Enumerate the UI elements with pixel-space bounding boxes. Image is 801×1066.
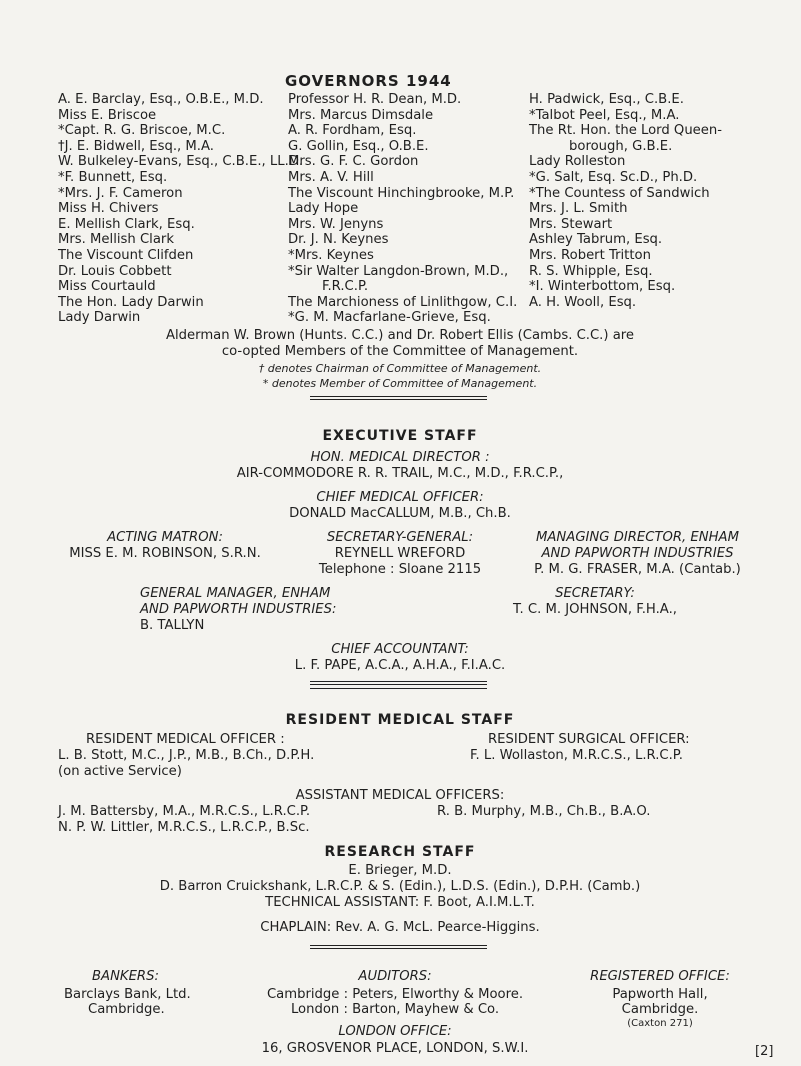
governor-entry: The Viscount Hinchingbrooke, M.P. (288, 185, 515, 201)
secretary-general-name: REYNELL WREFORD (334, 546, 466, 561)
governor-entry: G. Gollin, Esq., O.B.E. (288, 138, 429, 154)
governor-entry: Lady Rolleston (529, 154, 626, 170)
managing-director-title-2: AND PAPWORTH INDUSTRIES (541, 546, 734, 561)
governor-entry: *I. Winterbottom, Esq. (529, 279, 676, 295)
rmo-name: L. B. Stott, M.C., J.P., M.B., B.Ch., D.P.H. (58, 748, 315, 763)
governor-entry: *The Countess of Sandwich (529, 185, 710, 201)
governor-entry: Mrs. Stewart (529, 216, 613, 232)
amo-entry-3: R. B. Murphy, M.B., Ch.B., B.A.O. (437, 804, 651, 819)
london-office-title: LONDON OFFICE: (338, 1024, 452, 1039)
amo-title: ASSISTANT MEDICAL OFFICERS: (295, 788, 505, 803)
registered-office-phone: (Caxton 271) (627, 1018, 693, 1029)
governor-entry: *F. Bunnett, Esq. (58, 169, 168, 185)
managing-director-name: P. M. G. FRASER, M.A. (Cantab.) (534, 562, 741, 577)
governor-entry: *G. M. Macfarlane-Grieve, Esq. (288, 310, 491, 326)
amo-entry-2: N. P. W. Littler, M.R.C.S., L.R.C.P., B.Sc. (58, 820, 310, 835)
governor-entry: The Viscount Clifden (58, 247, 194, 263)
research-entry-1: E. Brieger, M.D. (348, 863, 452, 878)
governor-entry: F.R.C.P. (322, 279, 369, 295)
governor-entry: Miss E. Briscoe (58, 107, 157, 123)
governor-entry: *G. Salt, Esq. Sc.D., Ph.D. (529, 169, 698, 185)
governor-entry: Mrs. W. Jenyns (288, 216, 384, 232)
governor-entry: A. E. Barclay, Esq., O.B.E., M.D. (58, 92, 264, 107)
governor-entry: W. Bulkeley-Evans, Esq., C.B.E., LL.D. (58, 154, 304, 170)
cmo-name: DONALD MacCALLUM, M.B., Ch.B. (289, 506, 511, 521)
divider (310, 396, 487, 400)
auditors-line-1: Cambridge : Peters, Elworthy & Moore. (266, 987, 524, 1002)
governor-entry: Dr. J. N. Keynes (288, 232, 389, 248)
managing-director-title-1: MANAGING DIRECTOR, ENHAM (536, 530, 739, 545)
executive-heading: EXECUTIVE STAFF (322, 428, 478, 444)
registered-office-title: REGISTERED OFFICE: (590, 969, 730, 984)
hon-director-name: AIR-COMMODORE R. R. TRAIL, M.C., M.D., F.R.C.P., (236, 466, 564, 481)
governor-entry: borough, G.B.E. (569, 138, 673, 154)
matron-title: ACTING MATRON: (107, 530, 223, 545)
resident-heading: RESIDENT MEDICAL STAFF (285, 712, 515, 728)
governor-entry: Professor H. R. Dean, M.D. (288, 92, 462, 107)
governor-entry: A. H. Wooll, Esq. (529, 294, 637, 310)
star-note: * denotes Member of Committee of Management. (262, 377, 538, 390)
research-entry-3: TECHNICAL ASSISTANT: F. Boot, A.I.M.L.T. (265, 895, 535, 910)
hon-director-title: HON. MEDICAL DIRECTOR : (310, 450, 490, 465)
london-office-address: 16, GROSVENOR PLACE, LONDON, S.W.I. (261, 1041, 529, 1056)
bankers-line-1: Barclays Bank, Ltd. (64, 987, 191, 1002)
governor-entry: *Capt. R. G. Briscoe, M.C. (58, 123, 226, 139)
bankers-line-2: Cambridge. (88, 1002, 165, 1017)
secretary-title: SECRETARY: (555, 586, 635, 601)
governor-entry: *Mrs. Keynes (288, 247, 374, 263)
governor-entry: Miss Courtauld (58, 279, 156, 295)
chief-accountant-title: CHIEF ACCOUNTANT: (331, 642, 469, 657)
chaplain: CHAPLAIN: Rev. A. G. McL. Pearce-Higgins. (260, 920, 540, 935)
governor-entry: Lady Hope (288, 201, 359, 217)
general-manager-title-1: GENERAL MANAGER, ENHAM (140, 586, 331, 601)
divider (310, 688, 487, 689)
general-manager-name: B. TALLYN (140, 618, 205, 633)
rso-title: RESIDENT SURGICAL OFFICER: (488, 732, 690, 747)
coopted-line-2: co-opted Members of the Committee of Management. (221, 344, 579, 359)
secretary-name: T. C. M. JOHNSON, F.H.A., (513, 602, 677, 617)
chief-accountant-name: L. F. PAPE, A.C.A., A.H.A., F.I.A.C. (294, 658, 506, 673)
rso-name: F. L. Wollaston, M.R.C.S., L.R.C.P. (470, 748, 683, 763)
governor-entry: *Talbot Peel, Esq., M.A. (529, 107, 680, 123)
governor-entry: *Sir Walter Langdon-Brown, M.D., (288, 263, 509, 279)
governors-column-1 (58, 92, 303, 326)
cmo-title: CHIEF MEDICAL OFFICER: (316, 490, 484, 505)
matron-name: MISS E. M. ROBINSON, S.R.N. (69, 546, 261, 561)
governor-entry: R. S. Whipple, Esq. (529, 263, 653, 279)
governor-entry: The Rt. Hon. the Lord Queen- (529, 123, 723, 139)
research-heading: RESEARCH STAFF (324, 844, 476, 860)
rmo-note: (on active Service) (58, 764, 182, 779)
amo-entry-1: J. M. Battersby, M.A., M.R.C.S., L.R.C.P. (58, 804, 311, 819)
registered-office-line-1: Papworth Hall, (612, 987, 708, 1002)
governor-entry: Lady Darwin (58, 310, 141, 326)
governor-entry: A. R. Fordham, Esq. (288, 123, 417, 139)
governor-entry: Mrs. J. L. Smith (529, 201, 628, 217)
governor-entry: Dr. Louis Cobbett (58, 263, 172, 279)
research-entry-2: D. Barron Cruickshank, L.R.C.P. & S. (Edin.), L.D.S. (Edin.), D.P.H. (Camb.) (159, 879, 641, 894)
page-number: [2] (755, 1044, 774, 1059)
governor-entry: Mrs. G. F. C. Gordon (288, 154, 419, 170)
dagger-note: † denotes Chairman of Committee of Management. (258, 362, 542, 375)
governor-entry: H. Padwick, Esq., C.B.E. (529, 92, 684, 107)
divider (310, 681, 487, 685)
divider (310, 945, 487, 949)
registered-office-line-2: Cambridge. (621, 1002, 699, 1017)
governors-column-3 (529, 92, 722, 310)
governor-entry: Mrs. Robert Tritton (529, 247, 651, 263)
governor-entry: E. Mellish Clark, Esq. (58, 216, 195, 232)
governors-heading: GOVERNORS 1944 (285, 72, 452, 90)
general-manager-title-2: AND PAPWORTH INDUSTRIES: (140, 602, 337, 617)
auditors-title: AUDITORS: (358, 969, 432, 984)
governor-entry: Mrs. A. V. Hill (288, 169, 374, 185)
bankers-title: BANKERS: (92, 969, 159, 984)
secretary-general-phone: Telephone : Sloane 2115 (318, 562, 482, 577)
secretary-general-title: SECRETARY-GENERAL: (326, 530, 474, 545)
governor-entry: The Marchioness of Linlithgow, C.I. (288, 294, 518, 310)
auditors-line-2: London : Barton, Mayhew & Co. (290, 1002, 500, 1017)
governor-entry: Mrs. Mellish Clark (58, 232, 174, 248)
governor-entry: †J. E. Bidwell, Esq., M.A. (58, 138, 214, 154)
governor-entry: Ashley Tabrum, Esq. (529, 232, 663, 248)
rmo-title: RESIDENT MEDICAL OFFICER : (86, 732, 285, 747)
governors-column-2 (288, 92, 517, 326)
governor-entry: The Hon. Lady Darwin (58, 294, 204, 310)
governor-entry: Miss H. Chivers (58, 201, 159, 217)
governor-entry: Mrs. Marcus Dimsdale (288, 107, 434, 123)
governor-entry: *Mrs. J. F. Cameron (58, 185, 183, 201)
coopted-line-1: Alderman W. Brown (Hunts. C.C.) and Dr. Robert Ellis (Cambs. C.C.) are (165, 328, 635, 343)
